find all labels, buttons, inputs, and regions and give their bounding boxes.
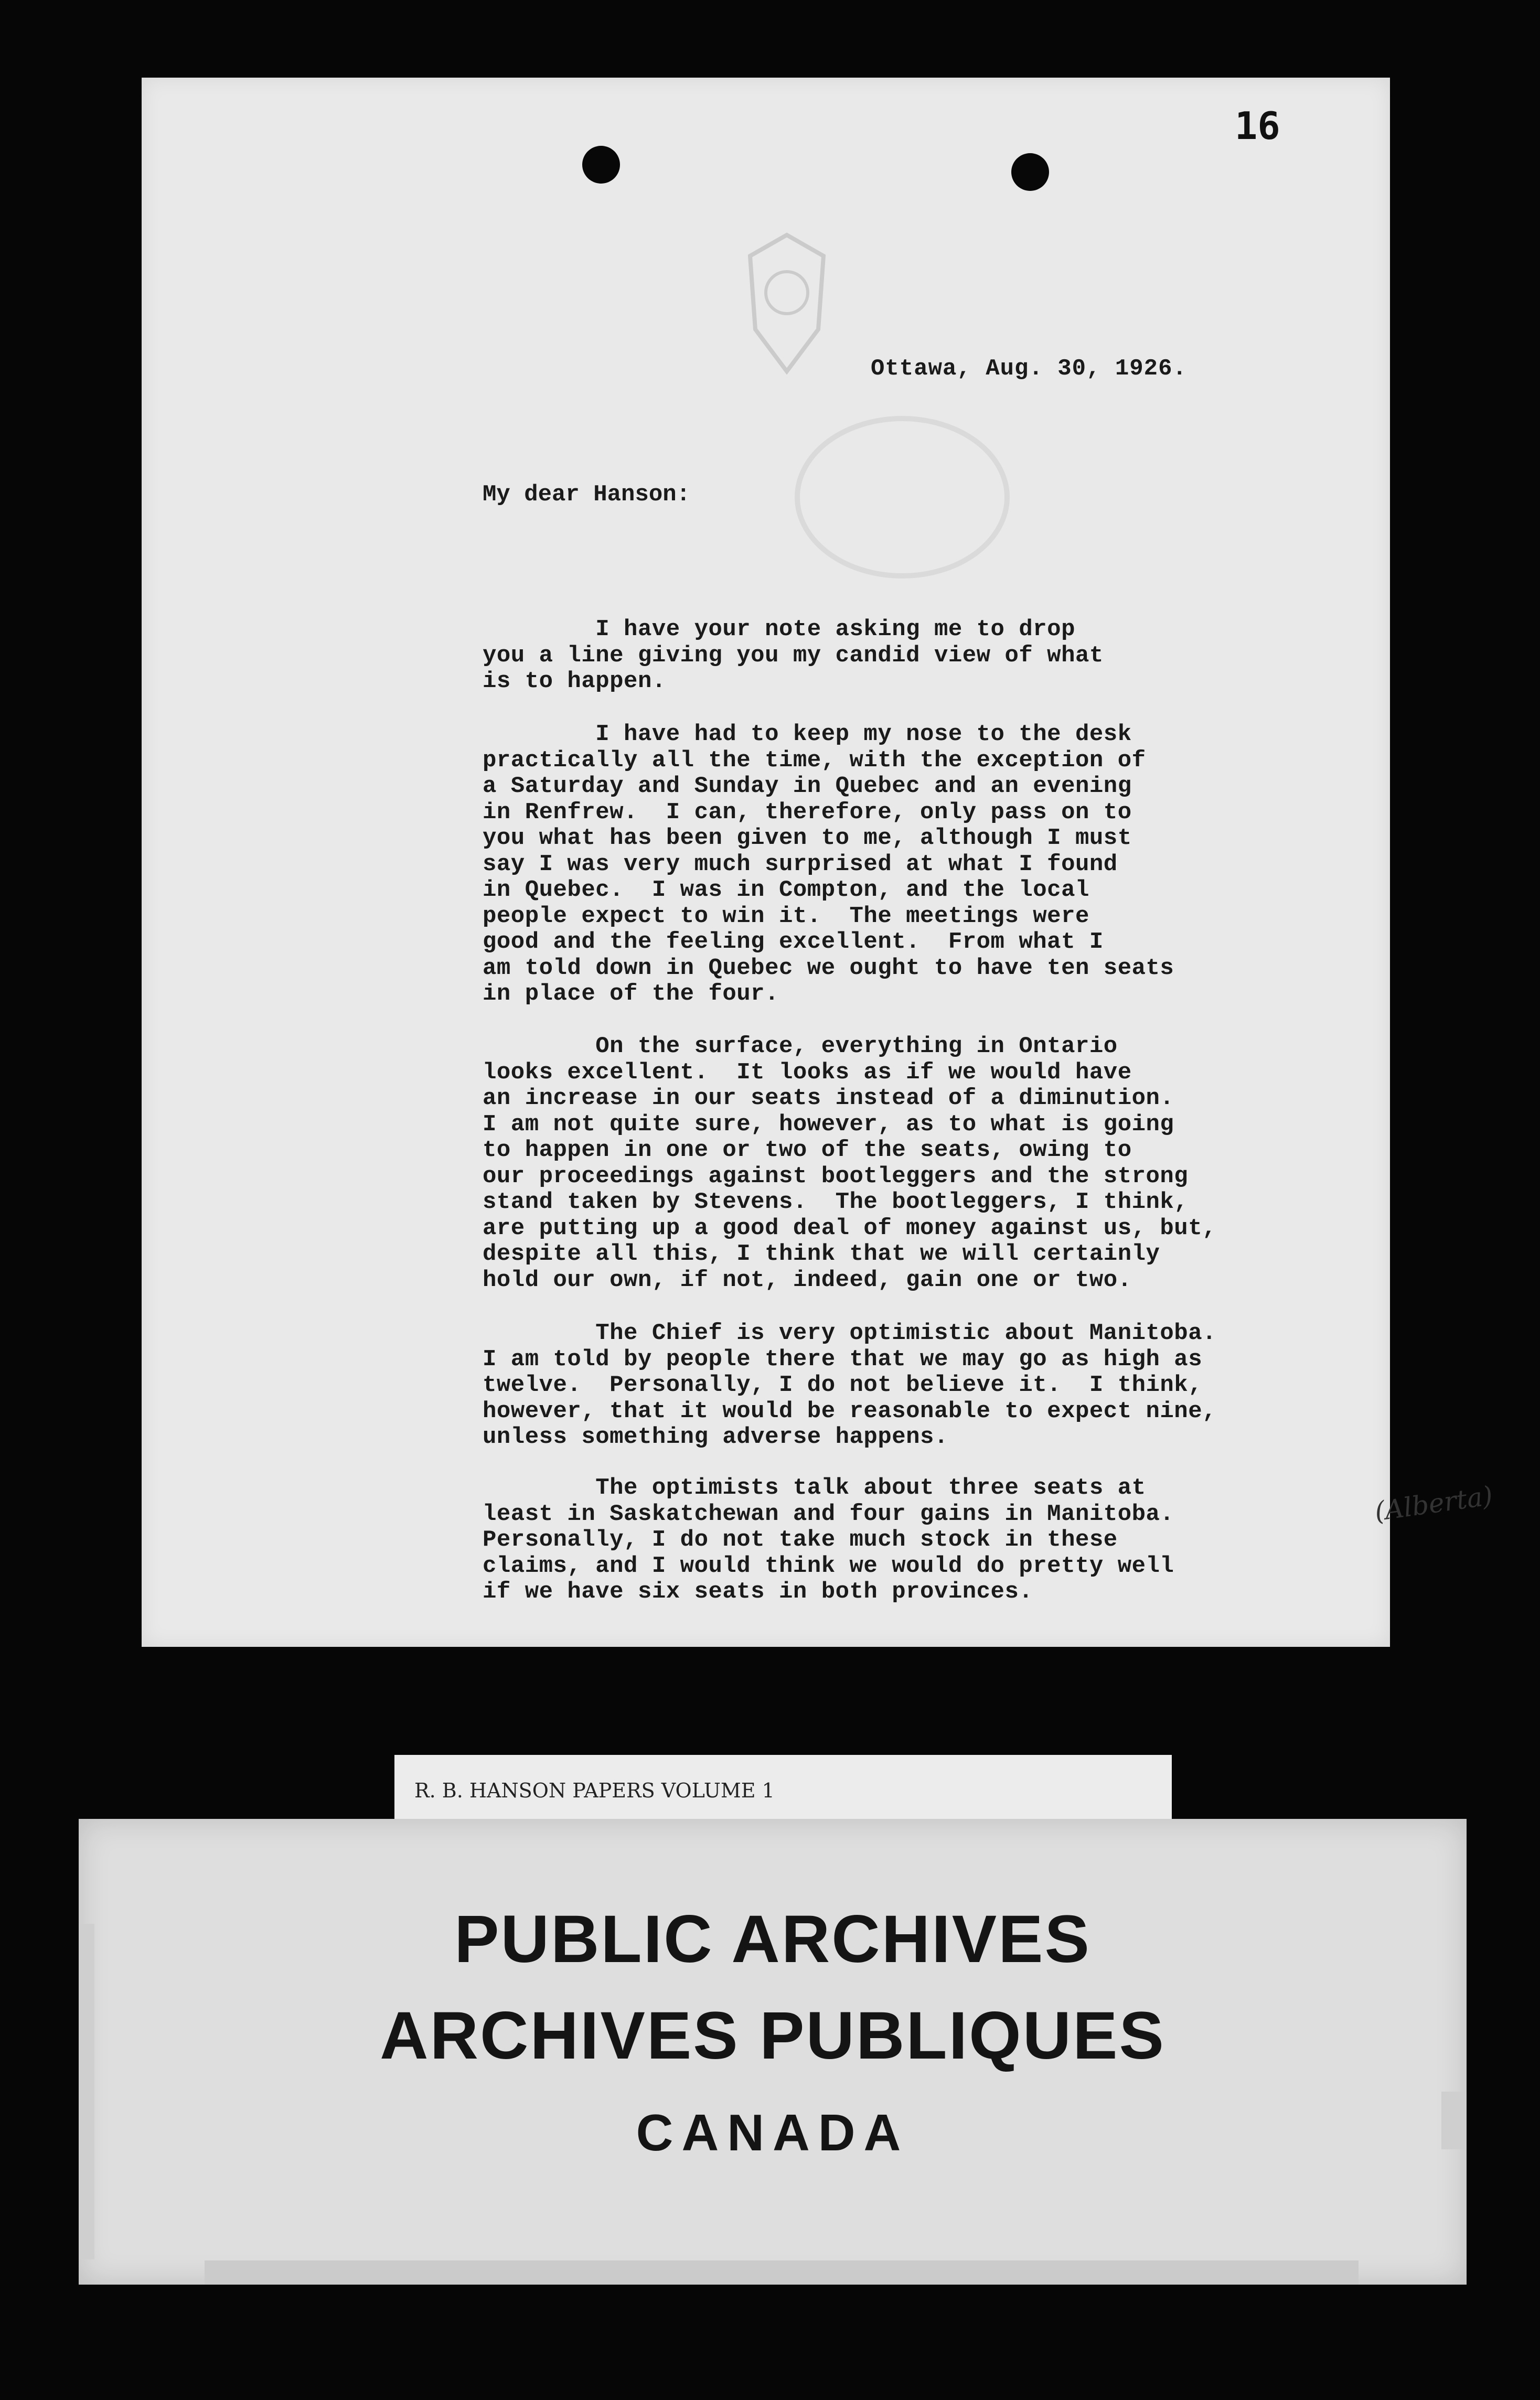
letter-paragraph-5: The optimists talk about three seats at least in Saskatchewan and four gains in Manitoba. Personally, I do not take much stock in these claims, and I would think we would do pretty well if we have six seats in both provinces. <box>483 1475 1174 1605</box>
letter-salutation: My dear Hanson: <box>483 481 691 508</box>
handwritten-annotation: (Alberta) <box>1373 1480 1495 1527</box>
letter-paragraph-1: I have your note asking me to drop you a line giving you my candid view of what is to happen. <box>483 616 1104 694</box>
card-bottom-strip <box>205 2260 1359 2285</box>
archives-card <box>79 1819 1467 2285</box>
letter-paragraph-4: The Chief is very optimistic about Manitoba. I am told by people there that we may go as high as twelve. Personally, I do not believe it. I think, however, that it would be reasonable to expect nine, unless something adverse happens. <box>483 1320 1217 1450</box>
page-number: 16 <box>1235 104 1280 148</box>
volume-label: R. B. HANSON PAPERS VOLUME 1 <box>394 1755 1172 1823</box>
letter-paragraph-2: I have had to keep my nose to the desk practically all the time, with the exception of a Saturday and Sunday in Quebec and an evening in Renfrew. I can, therefore, only pass on to you what has been given to me, although I must say I was very much surprised at what I found in Quebec. I was in Compton, and the local people expect to win it. The meetings were good and the feeling excellent. From what I am told down in Quebec we ought to have ten seats in place of the four. <box>483 721 1174 1007</box>
letterhead-crest-watermark <box>734 224 839 382</box>
archives-title-english: PUBLIC ARCHIVES <box>454 1902 1091 1977</box>
archives-country: CANADA <box>636 2104 910 2161</box>
faint-stamp-watermark <box>792 413 1012 581</box>
archives-title-french: ARCHIVES PUBLIQUES <box>380 1998 1165 2073</box>
punch-hole-right <box>1011 153 1049 191</box>
letter-page <box>142 78 1495 1647</box>
letter-paragraph-3: On the surface, everything in Ontario looks excellent. It looks as if we would have an increase in our seats instead of a diminution. I am not quite sure, however, as to what is going to happen in one or two of the seats, owing to our proceedings against bootleggers and the strong stand taken by Stevens. The bootleggers, I think, are putting up a good deal of money against us, but, despite all this, I think that we will certainly hold our own, if not, indeed, gain one or two. <box>483 1033 1217 1293</box>
punch-hole-left <box>582 146 620 184</box>
letter-date: Ottawa, Aug. 30, 1926. <box>871 356 1187 382</box>
